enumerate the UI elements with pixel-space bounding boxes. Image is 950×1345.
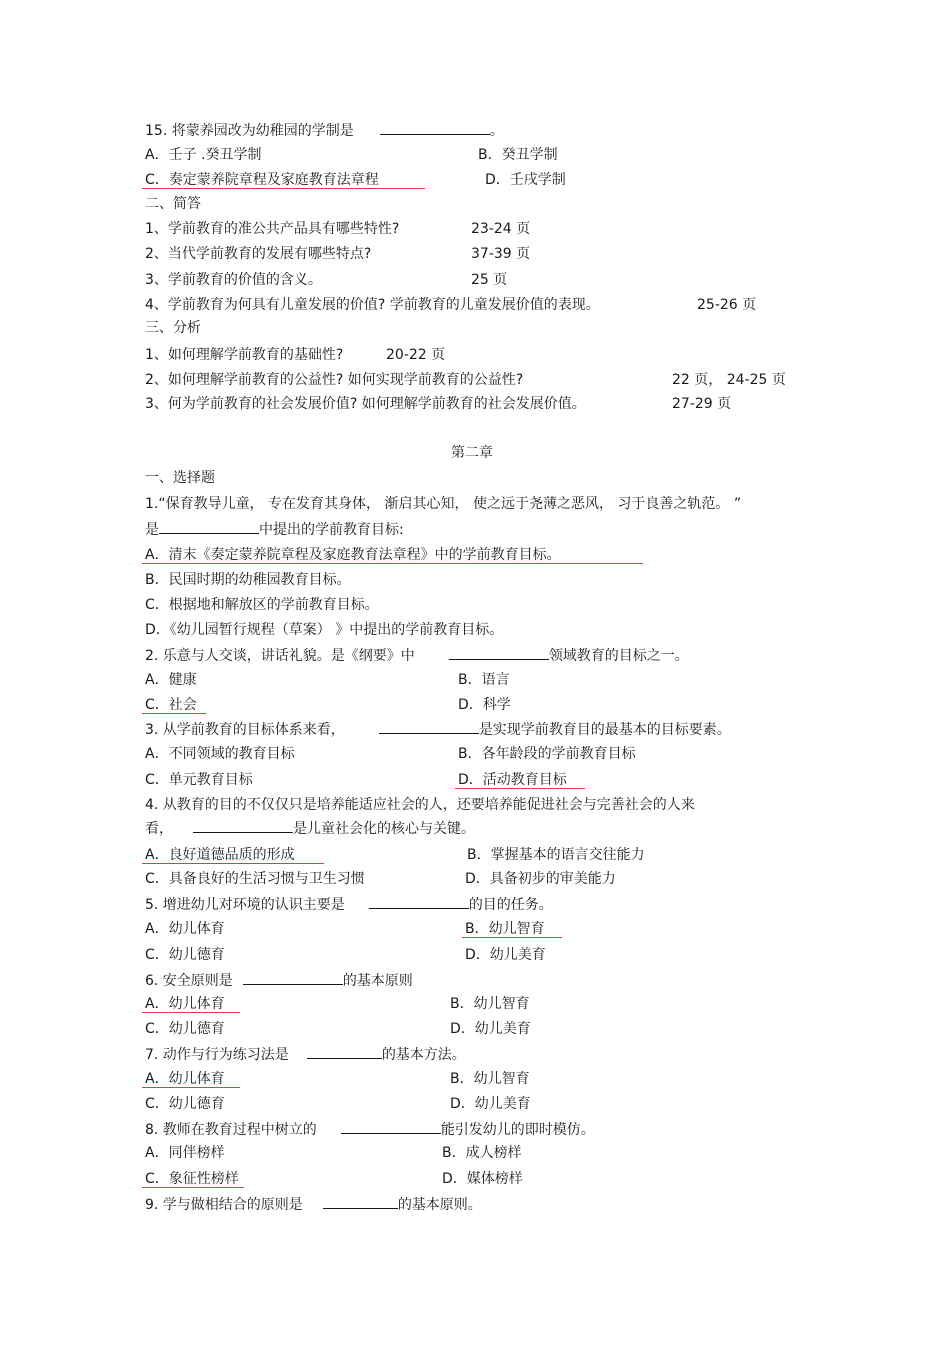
fill-in-blank bbox=[380, 121, 490, 135]
text-line bbox=[471, 271, 507, 289]
text-line bbox=[485, 171, 566, 189]
text-run: C．幼儿德育 bbox=[145, 947, 225, 963]
text-run: 3、学前教育的价值的含义。 bbox=[145, 272, 322, 288]
text-run: 一、选择题 bbox=[145, 470, 215, 486]
text-run: 三、分析 bbox=[145, 320, 201, 336]
answer-underline bbox=[142, 1012, 240, 1013]
text-run: 领域教育的目标之一。 bbox=[548, 648, 689, 664]
text-line bbox=[145, 671, 197, 689]
text-run: 。 bbox=[489, 123, 504, 139]
text-run: D．活动教育目标 bbox=[458, 772, 567, 788]
text-run: 的基本原则。 bbox=[397, 1197, 482, 1213]
text-run: 1、如何理解学前教育的基础性? bbox=[145, 347, 344, 363]
text-run: 4、学前教育为何具有儿童发展的价值? 学前教育的儿童发展价值的表现。 bbox=[145, 297, 600, 313]
text-line bbox=[465, 920, 545, 938]
text-run: D．幼儿美育 bbox=[465, 947, 546, 963]
text-line bbox=[145, 819, 475, 837]
text-run: D．幼儿美育 bbox=[450, 1021, 531, 1037]
text-line bbox=[145, 796, 695, 814]
text-run: B．掌握基本的语言交往能力 bbox=[467, 847, 645, 863]
text-run: A．同伴榜样 bbox=[145, 1145, 225, 1161]
text-run: 的基本原则 bbox=[342, 973, 413, 989]
text-run: 是实现学前教育目的最基本的目标要素。 bbox=[478, 722, 731, 738]
fill-in-blank bbox=[323, 1195, 398, 1209]
text-run: 27-29 页 bbox=[672, 396, 732, 412]
text-line bbox=[145, 895, 553, 913]
text-line bbox=[145, 171, 379, 189]
text-run: 3、何为学前教育的社会发展价值? 如何理解学前教育的社会发展价值。 bbox=[145, 396, 586, 412]
text-run: 5. 增进幼儿对环境的认识主要是 bbox=[145, 897, 345, 913]
text-run: 第二章 bbox=[451, 445, 493, 461]
text-line bbox=[145, 296, 600, 314]
text-run: 2、如何理解学前教育的公益性? 如何实现学前教育的公益性? bbox=[145, 372, 524, 388]
text-run: A．健康 bbox=[145, 672, 197, 688]
text-line bbox=[465, 946, 546, 964]
text-line bbox=[145, 920, 225, 938]
text-run: 3. 从学前教育的目标体系来看， bbox=[145, 722, 345, 738]
text-run: A．不同领域的教育目标 bbox=[145, 746, 295, 762]
text-line bbox=[145, 319, 201, 337]
text-run: C．幼儿德育 bbox=[145, 1021, 225, 1037]
text-run: 二、简答 bbox=[145, 196, 201, 212]
fill-in-blank bbox=[449, 646, 549, 660]
text-line bbox=[145, 245, 371, 263]
fill-in-blank bbox=[159, 520, 259, 534]
text-line bbox=[145, 696, 197, 714]
text-run: D．幼儿美育 bbox=[450, 1096, 531, 1112]
text-run: B．语言 bbox=[458, 672, 510, 688]
text-run: D．科学 bbox=[458, 697, 511, 713]
fill-in-blank bbox=[193, 819, 293, 833]
text-line bbox=[450, 1095, 531, 1113]
text-line bbox=[145, 1170, 239, 1188]
text-run: 1.“保育教导儿童， 专在发育其身体， 渐启其心知， 使之远于尧薄之恶风， 习于良善之轨范。 ” bbox=[145, 496, 742, 512]
text-run: 6. 安全原则是 bbox=[145, 973, 233, 989]
text-line bbox=[471, 245, 530, 263]
text-line bbox=[145, 1070, 225, 1088]
text-run: B．民国时期的幼稚园教育目标。 bbox=[145, 572, 351, 588]
text-line bbox=[672, 395, 731, 413]
answer-underline bbox=[142, 188, 425, 189]
fill-in-blank bbox=[341, 1120, 441, 1134]
fill-in-blank bbox=[307, 1045, 382, 1059]
text-run: A．清末《奏定蒙养院章程及家庭教育法章程》中的学前教育目标。 bbox=[145, 547, 561, 563]
text-run: 23-24 页 bbox=[471, 221, 531, 237]
text-line bbox=[145, 846, 295, 864]
text-line bbox=[145, 1095, 225, 1113]
text-line bbox=[145, 771, 253, 789]
answer-underline bbox=[462, 937, 562, 938]
text-run: 9. 学与做相结合的原则是 bbox=[145, 1197, 303, 1213]
answer-underline bbox=[142, 1187, 244, 1188]
text-line bbox=[145, 495, 741, 513]
text-run: 22 页， 24-25 页 bbox=[672, 372, 786, 388]
text-line bbox=[145, 121, 504, 139]
text-run: 看， bbox=[145, 821, 173, 837]
text-line bbox=[458, 696, 511, 714]
text-run: A．幼儿体育 bbox=[145, 921, 225, 937]
text-line bbox=[458, 771, 567, 789]
text-line bbox=[450, 1070, 530, 1088]
text-run: 是 bbox=[145, 522, 159, 538]
text-line bbox=[145, 646, 689, 664]
fill-in-blank bbox=[379, 720, 479, 734]
text-line bbox=[145, 596, 379, 614]
fill-in-blank bbox=[243, 971, 343, 985]
text-line bbox=[145, 571, 351, 589]
text-run: D．具备初步的审美能力 bbox=[465, 871, 616, 887]
text-run: C．根据地和解放区的学前教育目标。 bbox=[145, 597, 379, 613]
text-run: 25 页 bbox=[471, 272, 508, 288]
text-run: 7. 动作与行为练习法是 bbox=[145, 1047, 289, 1063]
text-run: 4. 从教育的目的不仅仅只是培养能适应社会的人，还要培养能促进社会与完善社会的人来 bbox=[145, 797, 695, 813]
text-line bbox=[145, 546, 561, 564]
text-line bbox=[145, 995, 225, 1013]
text-line bbox=[442, 1144, 522, 1162]
text-run: C．象征性榜样 bbox=[145, 1171, 239, 1187]
text-run: A．良好道德品质的形成 bbox=[145, 847, 295, 863]
text-run: B．幼儿智育 bbox=[450, 996, 530, 1012]
text-line bbox=[145, 720, 731, 738]
text-run: C．奏定蒙养院章程及家庭教育法章程 bbox=[145, 172, 379, 188]
text-run: 中提出的学前教育目标: bbox=[259, 522, 404, 538]
text-run: 的目的任务。 bbox=[468, 897, 553, 913]
text-line bbox=[145, 1144, 225, 1162]
text-run: 37-39 页 bbox=[471, 246, 531, 262]
fill-in-blank bbox=[369, 895, 469, 909]
text-run: 20-22 页 bbox=[386, 347, 446, 363]
text-line bbox=[145, 1120, 595, 1138]
text-line bbox=[145, 371, 523, 389]
text-line bbox=[145, 195, 201, 213]
text-line bbox=[145, 271, 322, 289]
text-run: A．壬子 .癸丑学制 bbox=[145, 147, 262, 163]
text-run: B．幼儿智育 bbox=[465, 921, 545, 937]
text-run: C．社会 bbox=[145, 697, 197, 713]
text-line bbox=[145, 220, 399, 238]
text-line bbox=[145, 1045, 466, 1063]
answer-underline bbox=[142, 863, 324, 864]
text-line bbox=[145, 621, 503, 639]
text-line bbox=[471, 220, 530, 238]
text-line bbox=[386, 346, 445, 364]
text-run: A．幼儿体育 bbox=[145, 996, 225, 1012]
text-run: 的基本方法。 bbox=[381, 1047, 466, 1063]
text-line bbox=[467, 846, 645, 864]
text-line bbox=[672, 371, 786, 389]
text-line bbox=[145, 520, 404, 538]
text-run: B．癸丑学制 bbox=[478, 147, 558, 163]
text-line bbox=[697, 296, 756, 314]
text-line bbox=[145, 946, 225, 964]
answer-underline bbox=[142, 713, 206, 714]
text-line bbox=[458, 745, 636, 763]
answer-underline bbox=[455, 788, 585, 789]
text-line bbox=[442, 1170, 523, 1188]
text-run: C．具备良好的生活习惯与卫生习惯 bbox=[145, 871, 365, 887]
answer-underline bbox=[142, 1087, 240, 1088]
text-run: 能引发幼儿的即时模仿。 bbox=[440, 1122, 595, 1138]
text-run: D．媒体榜样 bbox=[442, 1171, 523, 1187]
text-run: 25-26 页 bbox=[697, 297, 757, 313]
text-line bbox=[145, 1020, 225, 1038]
text-line bbox=[451, 444, 493, 462]
text-run: C．幼儿德育 bbox=[145, 1096, 225, 1112]
text-run: 8. 教师在教育过程中树立的 bbox=[145, 1122, 317, 1138]
text-line bbox=[145, 745, 295, 763]
text-run: B．各年龄段的学前教育目标 bbox=[458, 746, 636, 762]
text-run: D．《幼儿园暂行规程（草案） 》中提出的学前教育目标。 bbox=[145, 622, 504, 638]
answer-underline bbox=[142, 563, 643, 564]
text-line bbox=[145, 395, 586, 413]
text-run: 1、学前教育的准公共产品具有哪些特性? bbox=[145, 221, 400, 237]
text-run: 2、当代学前教育的发展有哪些特点? bbox=[145, 246, 372, 262]
text-line bbox=[450, 1020, 531, 1038]
text-run: 是儿童社会化的核心与关键。 bbox=[293, 821, 475, 837]
text-run: B．幼儿智育 bbox=[450, 1071, 530, 1087]
text-run: B．成人榜样 bbox=[442, 1145, 522, 1161]
text-line bbox=[145, 971, 413, 989]
text-line bbox=[450, 995, 530, 1013]
text-line bbox=[465, 870, 616, 888]
text-line bbox=[145, 870, 365, 888]
text-run: 15. 将蒙养园改为幼稚园的学制是 bbox=[145, 123, 354, 139]
text-run: A．幼儿体育 bbox=[145, 1071, 225, 1087]
text-run: C．单元教育目标 bbox=[145, 772, 253, 788]
text-line bbox=[145, 469, 215, 487]
text-line bbox=[478, 146, 558, 164]
text-line bbox=[458, 671, 510, 689]
text-line bbox=[145, 346, 343, 364]
text-line bbox=[145, 1195, 482, 1213]
text-run: 2. 乐意与人交谈，讲话礼貌。是《纲要》中 bbox=[145, 648, 415, 664]
text-line bbox=[145, 146, 261, 164]
text-run: D．壬戌学制 bbox=[485, 172, 566, 188]
